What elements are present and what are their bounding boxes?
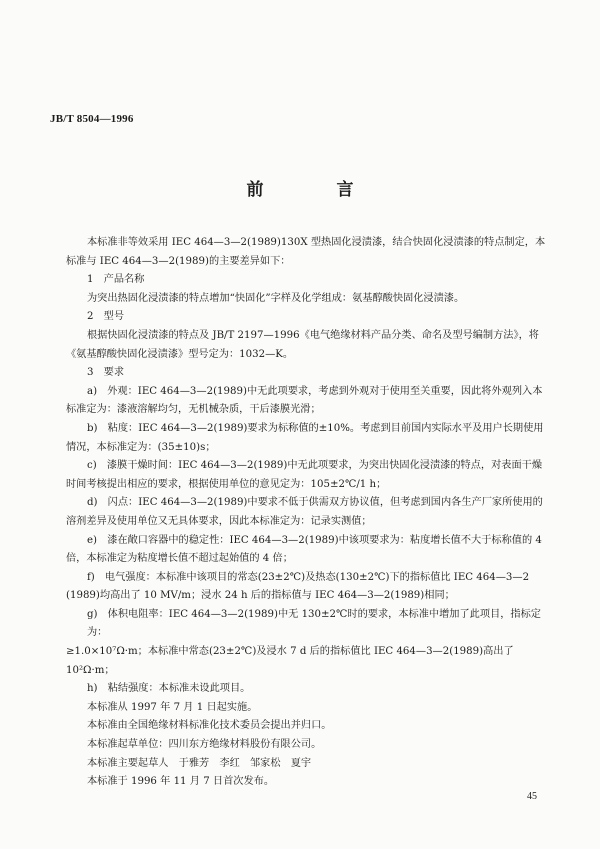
paragraph: 本标准起草单位：四川东方绝缘材料股份有限公司。 [87,739,322,751]
list-item: c) 漆膜干燥时间：IEC 464—3—2(1989)中无此项要求，为突出快固化浸渍漆的特点，对表面干燥 [87,460,543,472]
list-item: g) 体积电阻率：IEC 464—3—2(1989)中无 130±2℃时的要求，本标准中增加了此项目，指标定为： [87,608,541,639]
paragraph: 标准与 IEC 464—3—2(1989)的主要差异如下： [66,255,291,267]
list-item-continuation: 10²Ω·m； [66,664,115,676]
section-heading: 3 要求 [87,367,125,379]
standard-code: JB/T 8504—1996 [50,113,134,125]
paragraph: 本标准从 1997 年 7 月 1 日起实施。 [87,701,258,713]
list-item: b) 粘度：IEC 464—3—2(1989)要求为标称值的±10%。考虑到目前国内实际水平及用户长期使用 [87,422,544,434]
list-item-continuation: (1989)均高出了 10 MV/m；浸水 24 h 后的指标值与 IEC 464—3—2(1989)相同； [66,590,455,602]
document-body [66,234,548,792]
paragraph: 为突出热固化浸渍漆的特点增加“快固化”字样及化学组成：氨基醇酸快固化浸渍漆。 [87,292,465,304]
section-heading: 2 型号 [87,311,125,323]
paragraph: 《氨基醇酸快固化浸渍漆》型号定为：1032—K。 [66,348,294,360]
list-item: d) 闪点：IEC 464—3—2(1989)中要求不低于供需双方协议值，但考虑到国内各生产厂家所使用的 [87,497,543,509]
list-item-continuation: 情况，本标准定为：(35±10)s； [66,441,216,453]
paragraph: 本标准由全国绝缘材料标准化技术委员会提出并归口。 [87,720,332,732]
list-item-continuation: 溶剂差异及使用单位又无具体要求，因此本标准定为：记录实测值； [66,515,372,527]
list-item-continuation: ≥1.0×10⁷Ω·m；本标准中常态(23±2℃)及浸水 7 d 后的指标值比 IEC 464—3—2(1989)高出了 [66,646,514,658]
list-item: h) 粘结强度：本标准未设此项目。 [87,683,251,695]
paragraph: 本标准主要起草人 于雅芳 李红 邹家松 夏宇 [87,757,312,769]
list-item-continuation: 倍，本标准定为粘度增长值不超过起始值的 4 倍； [66,553,293,565]
list-item: f) 电气强度：本标准中该项目的常态(23±2℃)及热态(130±2℃)下的指标值比 IEC 464—3—2 [87,571,530,583]
list-item: e) 漆在敞口容器中的稳定性：IEC 464—3—2(1989)中该项要求为：粘度增长值不大于标称值的 4 [87,534,542,546]
list-item-continuation: 标准定为：漆液溶解均匀，无机械杂质，干后漆膜光滑； [66,404,321,416]
section-heading: 1 产品名称 [87,274,145,286]
paragraph: 本标准于 1996 年 11 月 7 日首次发布。 [87,776,275,788]
page-title: 前 言 [246,180,382,200]
page-number: 45 [527,791,537,802]
list-item: a) 外观：IEC 464—3—2(1989)中无此项要求，考虑到外观对于使用至关重要，因此将外观列入本 [87,385,543,397]
paragraph: 本标准非等效采用 IEC 464—3—2(1989)130X 型热固化浸渍漆，结合快固化浸渍漆的特点制定，本 [87,237,546,248]
paragraph: 根据快固化浸渍漆的特点及 JB/T 2197—1996《电气绝缘材料产品分类、命名及型号编制方法》，将 [87,329,539,341]
list-item-continuation: 时间考核提出相应的要求，根据使用单位的意见定为：105±2℃/1 h； [66,478,387,490]
